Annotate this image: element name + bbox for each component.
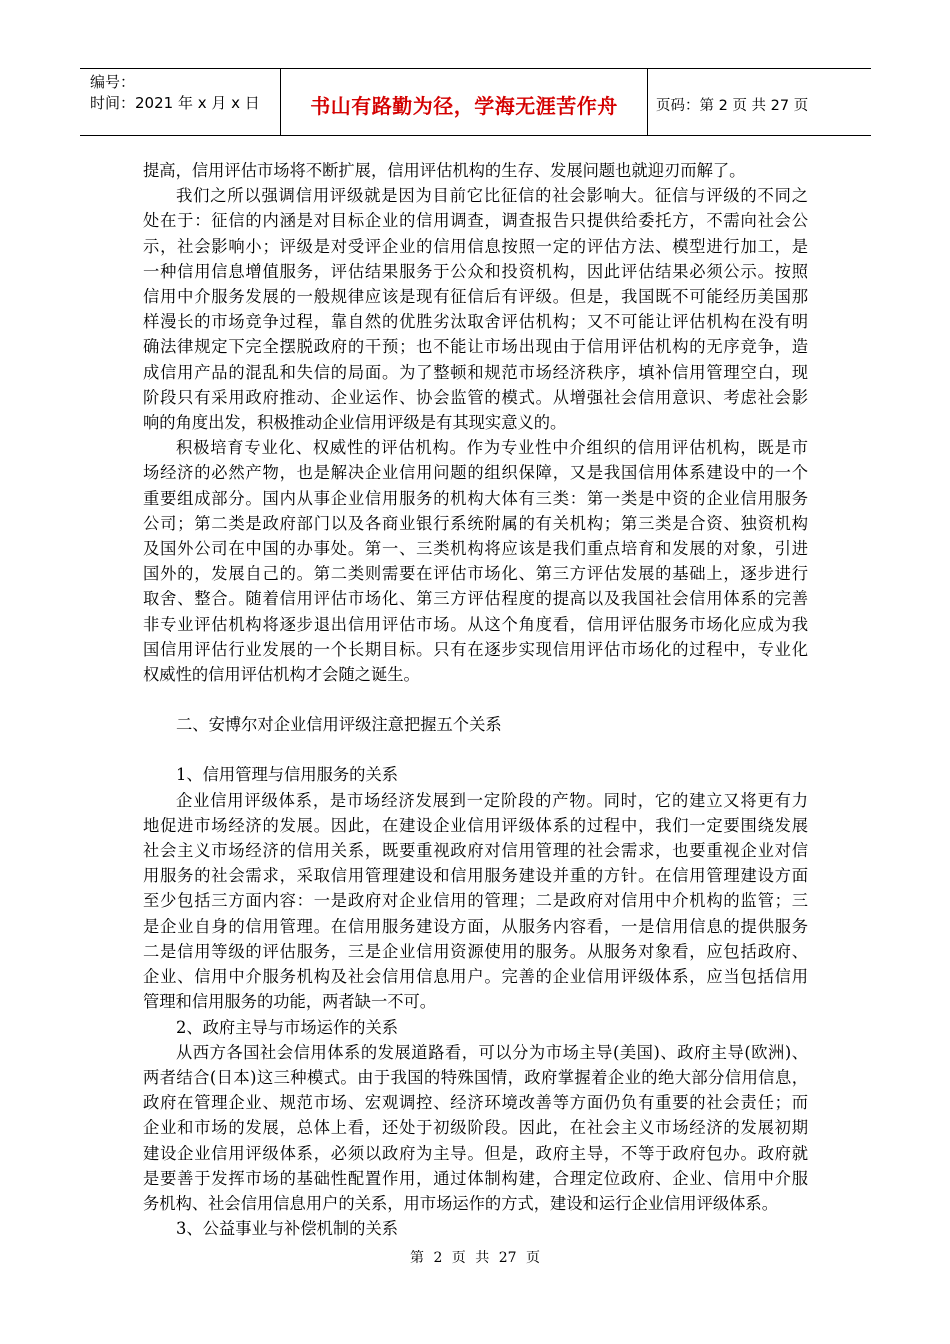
text-line: 企业、信用中介服务机构及社会信用信息用户。完善的企业信用评级体系，应当包括信用 xyxy=(143,967,808,987)
text-line: 成信用产品的混乱和失信的局面。为了整顿和规范市场经济秩序，填补信用管理空白，现 xyxy=(143,362,808,382)
paragraph-credit-management xyxy=(143,788,808,1015)
text-line: 管理和信用服务的功能，两者缺一不可。 xyxy=(143,992,437,1012)
paragraph-continuation: 提高，信用评估市场将不断扩展，信用评估机构的生存、发展问题也就迎刃而解了。 xyxy=(143,161,746,180)
text-line: 样漫长的市场竞争过程，靠自然的优胜劣汰取舍评估机构；又不可能让评估机构在没有明 xyxy=(143,312,808,332)
subsection-3-title: 3、公益事业与补偿机制的关系 xyxy=(176,1219,399,1239)
paragraph-government-market xyxy=(143,1040,808,1216)
serial-label: 编号： xyxy=(90,73,136,91)
text-line: 社会主义市场经济的信用关系，既要重视政府对信用管理的社会需求，也要重视企业对信 xyxy=(143,841,808,861)
text-line: 二是信用等级的评估服务，三是企业信用资源使用的服务。从服务对象看，应包括政府、 xyxy=(143,941,808,961)
text-line: 用服务的社会需求，采取信用管理建设和信用服务建设并重的方针。在信用管理建设方面 xyxy=(143,866,808,886)
text-line: 阶段只有采用政府推动、企业运作、协会监管的模式。从增强社会信用意识、考虑社会影 xyxy=(143,387,808,407)
text-line: 积极培育专业化、权威性的评估机构。作为专业性中介组织的信用评估机构，既是市 xyxy=(176,438,808,458)
text-line: 及国外公司在中国的办事处。第一、三类机构将应该是我们重点培育和发展的对象，引进 xyxy=(143,539,808,559)
header-motto: 书山有路勤为径，学海无涯苦作舟 xyxy=(281,69,648,135)
paragraph-rating-agencies xyxy=(143,435,808,687)
subsection-2-title: 2、政府主导与市场运作的关系 xyxy=(176,1017,399,1037)
text-line: 企业和市场的发展，总体上看，还处于初级阶段。因此，在社会主义市场经济的发展初期 xyxy=(143,1118,808,1138)
text-line: 两者结合(日本)这三种模式。由于我国的特殊国情，政府掌握着企业的绝大部分信用信息， xyxy=(143,1067,808,1087)
text-line: 地促进市场经济的发展。因此，在建设企业信用评级体系的过程中，我们一定要围绕发展 xyxy=(143,815,808,835)
text-line: 信用中介服务发展的一般规律应该是现有征信后有评级。但是，我国既不可能经历美国那 xyxy=(143,287,808,307)
header-page-info: 页码：第 2 页 共 27 页 xyxy=(656,97,809,114)
text-line: 重要组成部分。国内从事企业信用服务的机构大体有三类：第一类是中资的企业信用服务 xyxy=(143,488,808,508)
time-label: 时间：2021 年 x 月 x 日 xyxy=(90,94,260,112)
spacer xyxy=(143,737,808,762)
text-line: 权威性的信用评估机构才会随之诞生。 xyxy=(143,665,420,685)
text-line: 至少包括三方面内容：一是政府对企业信用的管理；二是政府对信用中介机构的监管；三 xyxy=(143,891,808,911)
text-line: 场经济的必然产物，也是解决企业信用问题的组织保障，又是我国信用体系建设中的一个 xyxy=(143,463,808,483)
text-line: 务机构、社会信用信息用户的关系，用市场运作的方式，建设和运行企业信用评级体系。 xyxy=(143,1193,778,1213)
text-line: 我们之所以强调信用评级就是因为目前它比征信的社会影响大。征信与评级的不同之 xyxy=(176,186,808,206)
text-line: 确法律规定下完全摆脱政府的干预；也不能让市场出现由于信用评估机构的无序竞争，造 xyxy=(143,337,808,357)
text-line: 是要善于发挥市场的基础性配置作用，通过体制构建，合理定位政府、企业、信用中介服 xyxy=(143,1168,808,1188)
text-line: 取舍、整合。随着信用评估市场化、第三方评估程度的提高以及我国社会信用体系的完善 xyxy=(143,589,808,609)
text-line: 企业信用评级体系，是市场经济发展到一定阶段的产物。同时，它的建立又将更有力 xyxy=(176,790,808,810)
text-line: 处在于：征信的内涵是对目标企业的信用调查，调查报告只提供给委托方，不需向社会公 xyxy=(143,211,808,231)
section-2-title: 二、安博尔对企业信用评级注意把握五个关系 xyxy=(176,715,502,735)
header-meta-cell xyxy=(80,69,281,135)
text-line: 是企业自身的信用管理。在信用服务建设方面，从服务内容看，一是信用信息的提供服务 xyxy=(143,916,808,936)
text-line: 建设企业信用评级体系，必须以政府为主导。但是，政府主导，不等于政府包办。政府就 xyxy=(143,1143,808,1163)
spacer xyxy=(143,687,808,712)
text-line: 非专业评估机构将逐步退出信用评估市场。从这个角度看，信用评估服务市场化应成为我 xyxy=(143,614,808,634)
document-header xyxy=(80,68,871,136)
text-line: 国信用评估行业发展的一个长期目标。只有在逐步实现信用评估市场化的过程中，专业化 xyxy=(143,639,808,659)
text-line: 国外的，发展自己的。第二类则需要在评估市场化、第三方评估发展的基础上，逐步进行 xyxy=(143,564,808,584)
text-line: 示，社会影响小；评级是对受评企业的信用信息按照一定的评估方法、模型进行加工，是 xyxy=(143,236,808,256)
text-line: 公司；第二类是政府部门以及各商业银行系统附属的有关机构；第三类是合资、独资机构 xyxy=(143,513,808,533)
page-footer: 第 2 页 共 27 页 xyxy=(410,1250,540,1266)
text-line: 响的角度出发，积极推动企业信用评级是有其现实意义的。 xyxy=(143,413,567,433)
subsection-1-title: 1、信用管理与信用服务的关系 xyxy=(176,765,399,785)
paragraph-rating-vs-credit-check xyxy=(143,183,808,435)
text-line: 一种信用信息增值服务，评估结果服务于公众和投资机构，因此评估结果必须公示。按照 xyxy=(143,261,808,281)
text-line: 政府在管理企业、规范市场、宏观调控、经济环境改善等方面仍负有重要的社会责任；而 xyxy=(143,1093,808,1113)
document-body xyxy=(143,158,808,1241)
text-line: 从西方各国社会信用体系的发展道路看，可以分为市场主导(美国)、政府主导(欧洲)、 xyxy=(176,1042,808,1062)
